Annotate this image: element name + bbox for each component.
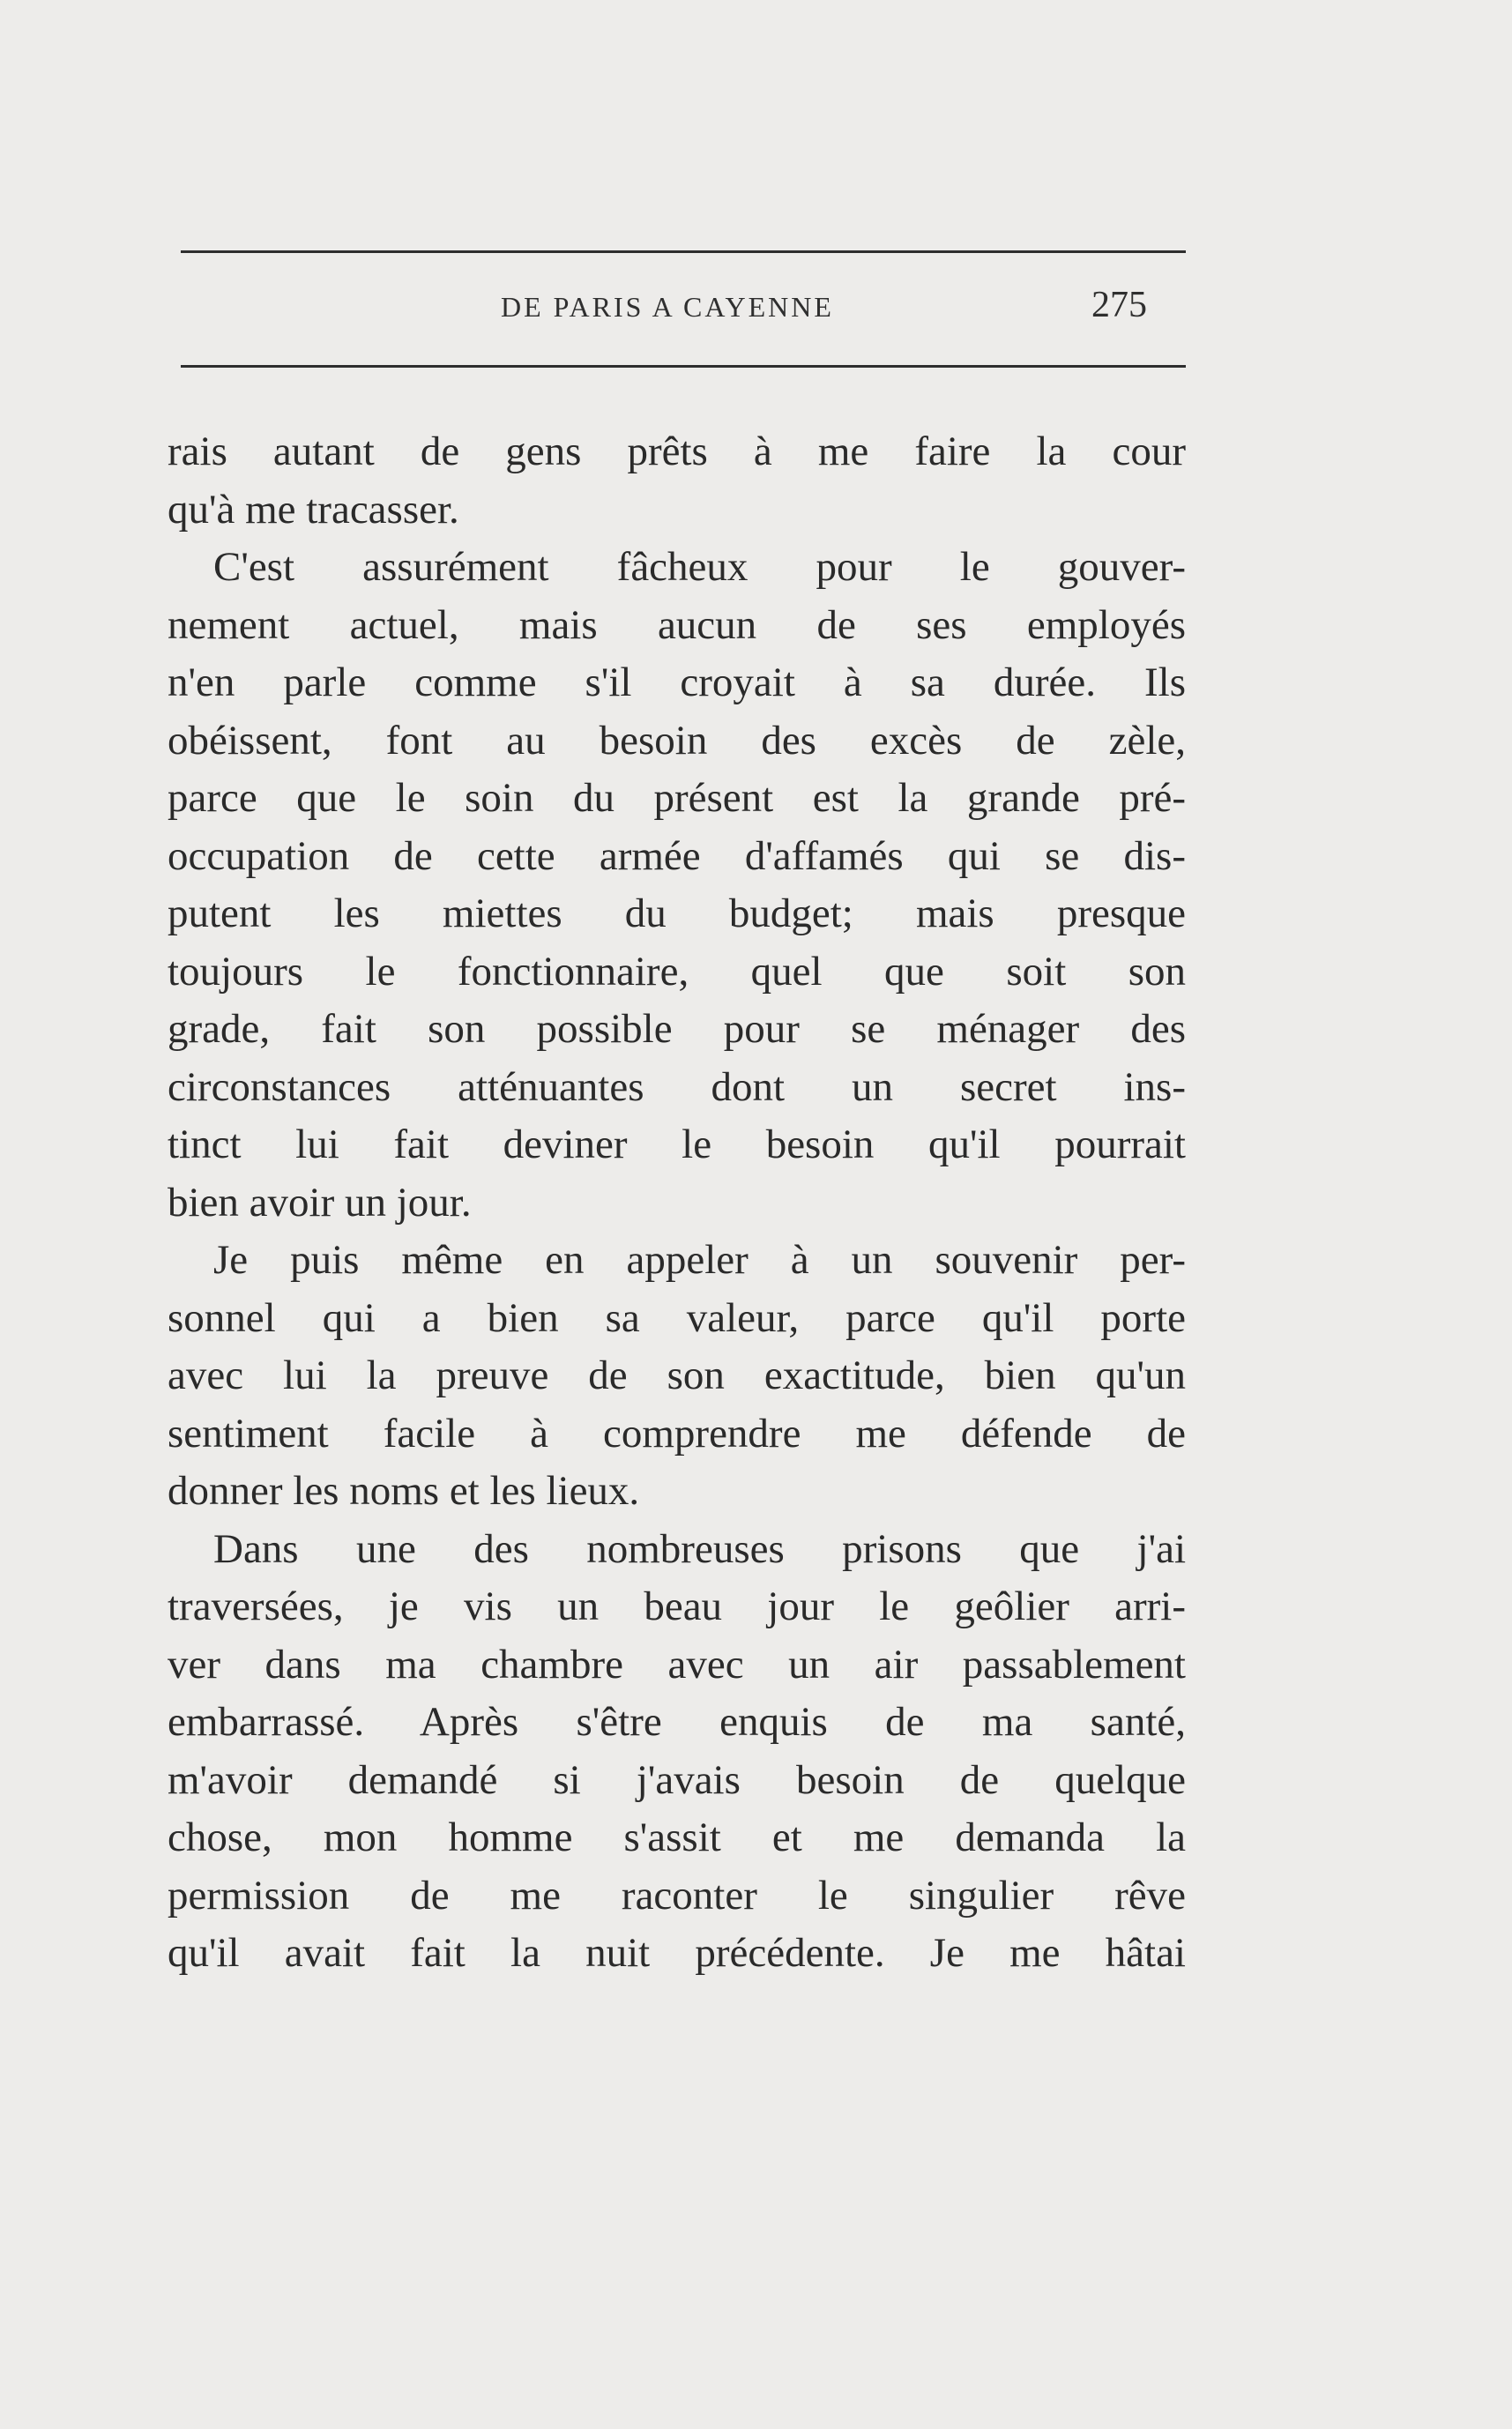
page-number: 275 [1091,285,1147,325]
text-line: putent les miettes du budget; mais presque [168,890,1186,936]
text-line: Dans une des nombreuses prisons que j'ai [213,1525,1186,1572]
text-line: Je puis même en appeler à un souvenir per- [213,1237,1186,1283]
text-line: occupation de cette armée d'affamés qui se dis- [168,832,1186,879]
text-line: avec lui la preuve de son exactitude, bien qu'un [168,1352,1186,1398]
text-line: m'avoir demandé si j'avais besoin de quelque [168,1756,1186,1803]
running-title: DE PARIS A CAYENNE [501,291,834,323]
text-line: nement actuel, mais aucun de ses employés [168,601,1186,648]
text-line: qu'il avait fait la nuit précédente. Je me hâtai [168,1930,1186,1976]
text-line: obéissent, font au besoin des excès de zèle, [168,717,1186,764]
text-line: ver dans ma chambre avec un air passablement [168,1641,1186,1688]
header-rule-bottom [181,365,1186,368]
text-line: bien avoir un jour. [168,1179,472,1226]
text-line: chose, mon homme s'assit et me demanda la [168,1814,1186,1860]
text-line: toujours le fonctionnaire, quel que soit son [168,948,1186,995]
text-line: embarrassé. Après s'être enquis de ma santé, [168,1699,1186,1745]
text-line: traversées, je vis un beau jour le geôlier arri- [168,1583,1186,1629]
text-line: donner les noms et les lieux. [168,1468,640,1514]
text-line: rais autant de gens prêts à me faire la cour [168,428,1186,474]
text-line: grade, fait son possible pour se ménager des [168,1006,1186,1052]
text-line: tinct lui fait deviner le besoin qu'il pourrait [168,1121,1186,1167]
text-line: C'est assurément fâcheux pour le gouver- [213,544,1186,590]
text-line: permission de me raconter le singulier rêve [168,1872,1186,1919]
text-line: qu'à me tracasser. [168,486,459,533]
text-line: sonnel qui a bien sa valeur, parce qu'il porte [168,1294,1186,1341]
text-line: circonstances atténuantes dont un secret ins- [168,1063,1186,1110]
text-line: n'en parle comme s'il croyait à sa durée. Ils [168,659,1186,705]
body-text [168,423,1186,1983]
header-rule-top [181,250,1186,253]
text-line: parce que le soin du présent est la grande pré- [168,775,1186,821]
text-line: sentiment facile à comprendre me défende de [168,1410,1186,1457]
